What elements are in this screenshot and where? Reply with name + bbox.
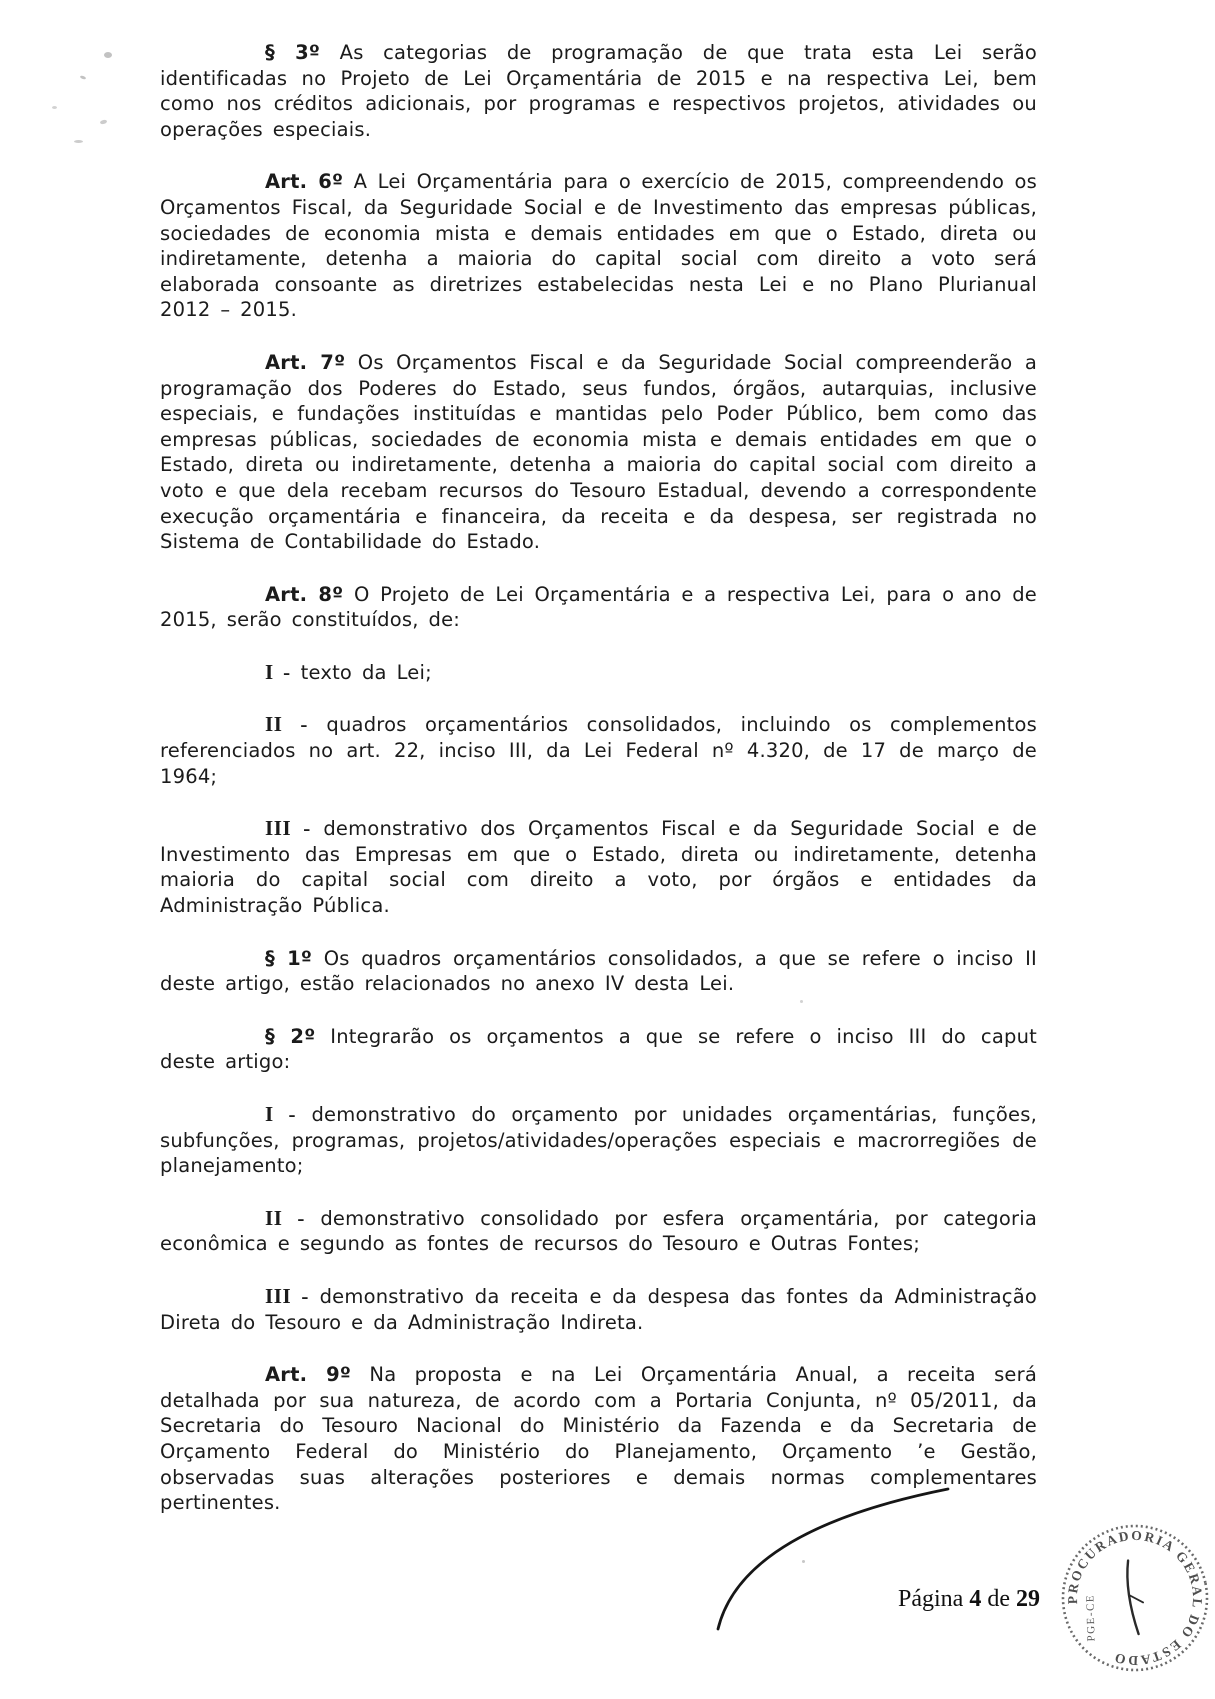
paragraph-text: As categorias de programação de que trata esta Lei serão identificadas no Projeto de Lei Orçamentária de 2015 e na respectiva Lei, bem como nos créditos adicionais, por programas e respectivos projetos, atividades ou operações especiais. [160,41,1038,141]
paragraph-par3 [160,40,1037,142]
scan-noise [802,1560,805,1563]
paragraph-label: I - [265,659,291,684]
paragraph-text: Na proposta e na Lei Orçamentária Anual, a receita será detalhada por sua natureza, de acordo com a Portaria Conjunta, nº 05/2011, da Secretaria do Tesouro Nacional do Ministério da Fazenda e da Secretaria de Orçamento Federal do Ministério do Planejamento, Orçamento ʼe Gestão, observadas suas alterações posteriores e demais normas complementares pertinentes. [160,1363,1037,1515]
page-number [898,1586,1040,1613]
paragraph-text: demonstrativo do orçamento por unidades orçamentárias, funções, subfunções, programas, projetos/atividades/operações especiais e macrorregiões de planejamento; [160,1103,1037,1178]
paragraph-text: demonstrativo da receita e da despesa das fontes da Administração Direta do Tesouro e da Administração Indireta. [160,1284,1037,1334]
page-number-prefix: Página [898,1586,964,1612]
page-number-separator: de [987,1586,1010,1612]
scan-noise [100,119,108,125]
signature-mark [1122,1559,1150,1634]
paragraph-label: Art. 7º [265,350,346,374]
svg-text:PROCURADORIA GERAL DO ESTADO [1056,1522,1215,1678]
scan-noise [104,52,112,58]
list-item-2-ii [160,1206,1037,1257]
paragraph-label: § 1º [265,946,313,970]
paragraph-text: O Projeto de Lei Orçamentária e a respectiva Lei, para o ano de 2015, serão constituídos, de: [160,582,1037,632]
paragraph-text: Integrarão os orçamentos a que se refere o inciso III do caput deste artigo: [160,1024,1037,1074]
page-number-total: 29 [1015,1586,1040,1612]
svg-text:PGE-CE [1076,1592,1106,1644]
scan-noise [74,140,83,143]
paragraph-label: I - [265,1102,297,1126]
paragraph-label: III - [265,1283,309,1308]
paragraph-label: § 3º [265,41,321,64]
paragraph-text: demonstrativo dos Orçamentos Fiscal e da Seguridade Social e de Investimento das Empresas em que o Estado, direta ou indiretamente, detenha maioria do capital social com direito a voto, por órgãos e entidades da Administração Pública. [160,817,1037,918]
paragraph-text: quadros orçamentários consolidados, incluindo os complementos referenciados no art. 22, inciso III, da Lei Federal nº 4.320, de 17 de março de 1964; [160,713,1037,788]
document-body [160,40,1037,1516]
paragraph-label: Art. 6º [265,170,344,194]
paragraph-text: texto da Lei; [300,660,432,684]
paragraph-label: Art. 8º [265,582,344,606]
scan-noise [80,75,87,80]
paragraph-text: Os quadros orçamentários consolidados, a que se refere o inciso II deste artigo, estão relacionados no anexo IV desta Lei. [160,946,1038,996]
stamp-ring-text: PROCURADORIA GERAL DO ESTADO [1064,1527,1206,1669]
paragraph-label: § 2º [265,1024,316,1048]
paragraph-text: Os Orçamentos Fiscal e da Seguridade Social compreenderão a programação dos Poderes do Estado, seus fundos, órgãos, autarquias, inclusive especiais, e fundações instituídas e mantidas pelo Poder Público, bem como das empresas públicas, sociedades de economia mista e demais entidades em que o Estado, direta ou indiretamente, detenha a maioria do capital social com direito a voto e que dela recebam recursos do Tesouro Estadual, devendo a correspondente execução orçamentária e financeira, da receita e da despesa, ser registrada no Sistema de Contabilidade do Estado. [160,350,1037,554]
paragraph-par2 [160,1024,1037,1075]
paragraph-label: Art. 9º [265,1363,352,1387]
stamp-inner-text: PGE-CE [1084,1593,1098,1642]
paragraph-par1 [160,946,1037,997]
paragraph-art6 [160,169,1037,323]
list-item-1-iii [160,816,1037,918]
procuradoria-stamp [1056,1522,1215,1678]
paragraph-text: demonstrativo consolidado por esfera orçamentária, por categoria econômica e segundo as fontes de recursos do Tesouro e Outras Fontes; [160,1206,1037,1256]
paragraph-art8 [160,582,1037,633]
scan-noise [52,106,57,109]
list-item-1-i [160,660,1037,686]
list-item-2-iii [160,1284,1037,1335]
paragraph-label: III - [265,816,311,841]
paragraph-art9 [160,1362,1037,1516]
paragraph-label: II - [265,1205,305,1230]
paragraph-label: II - [265,712,308,737]
paragraph-text: A Lei Orçamentária para o exercício de 2015, compreendendo os Orçamentos Fiscal, da Seguridade Social e de Investimento das empresas públicas, sociedades de economia mista e demais entidades em que o Estado, direta ou indiretamente, detenha a maioria do capital social com direito a voto será elaborada consoante as diretrizes estabelecidas nesta Lei e no Plano Plurianual 2012 – 2015. [160,170,1037,322]
list-item-2-i [160,1102,1037,1179]
paragraph-art7 [160,350,1037,555]
list-item-1-ii [160,712,1037,789]
page-number-current: 4 [969,1586,982,1612]
